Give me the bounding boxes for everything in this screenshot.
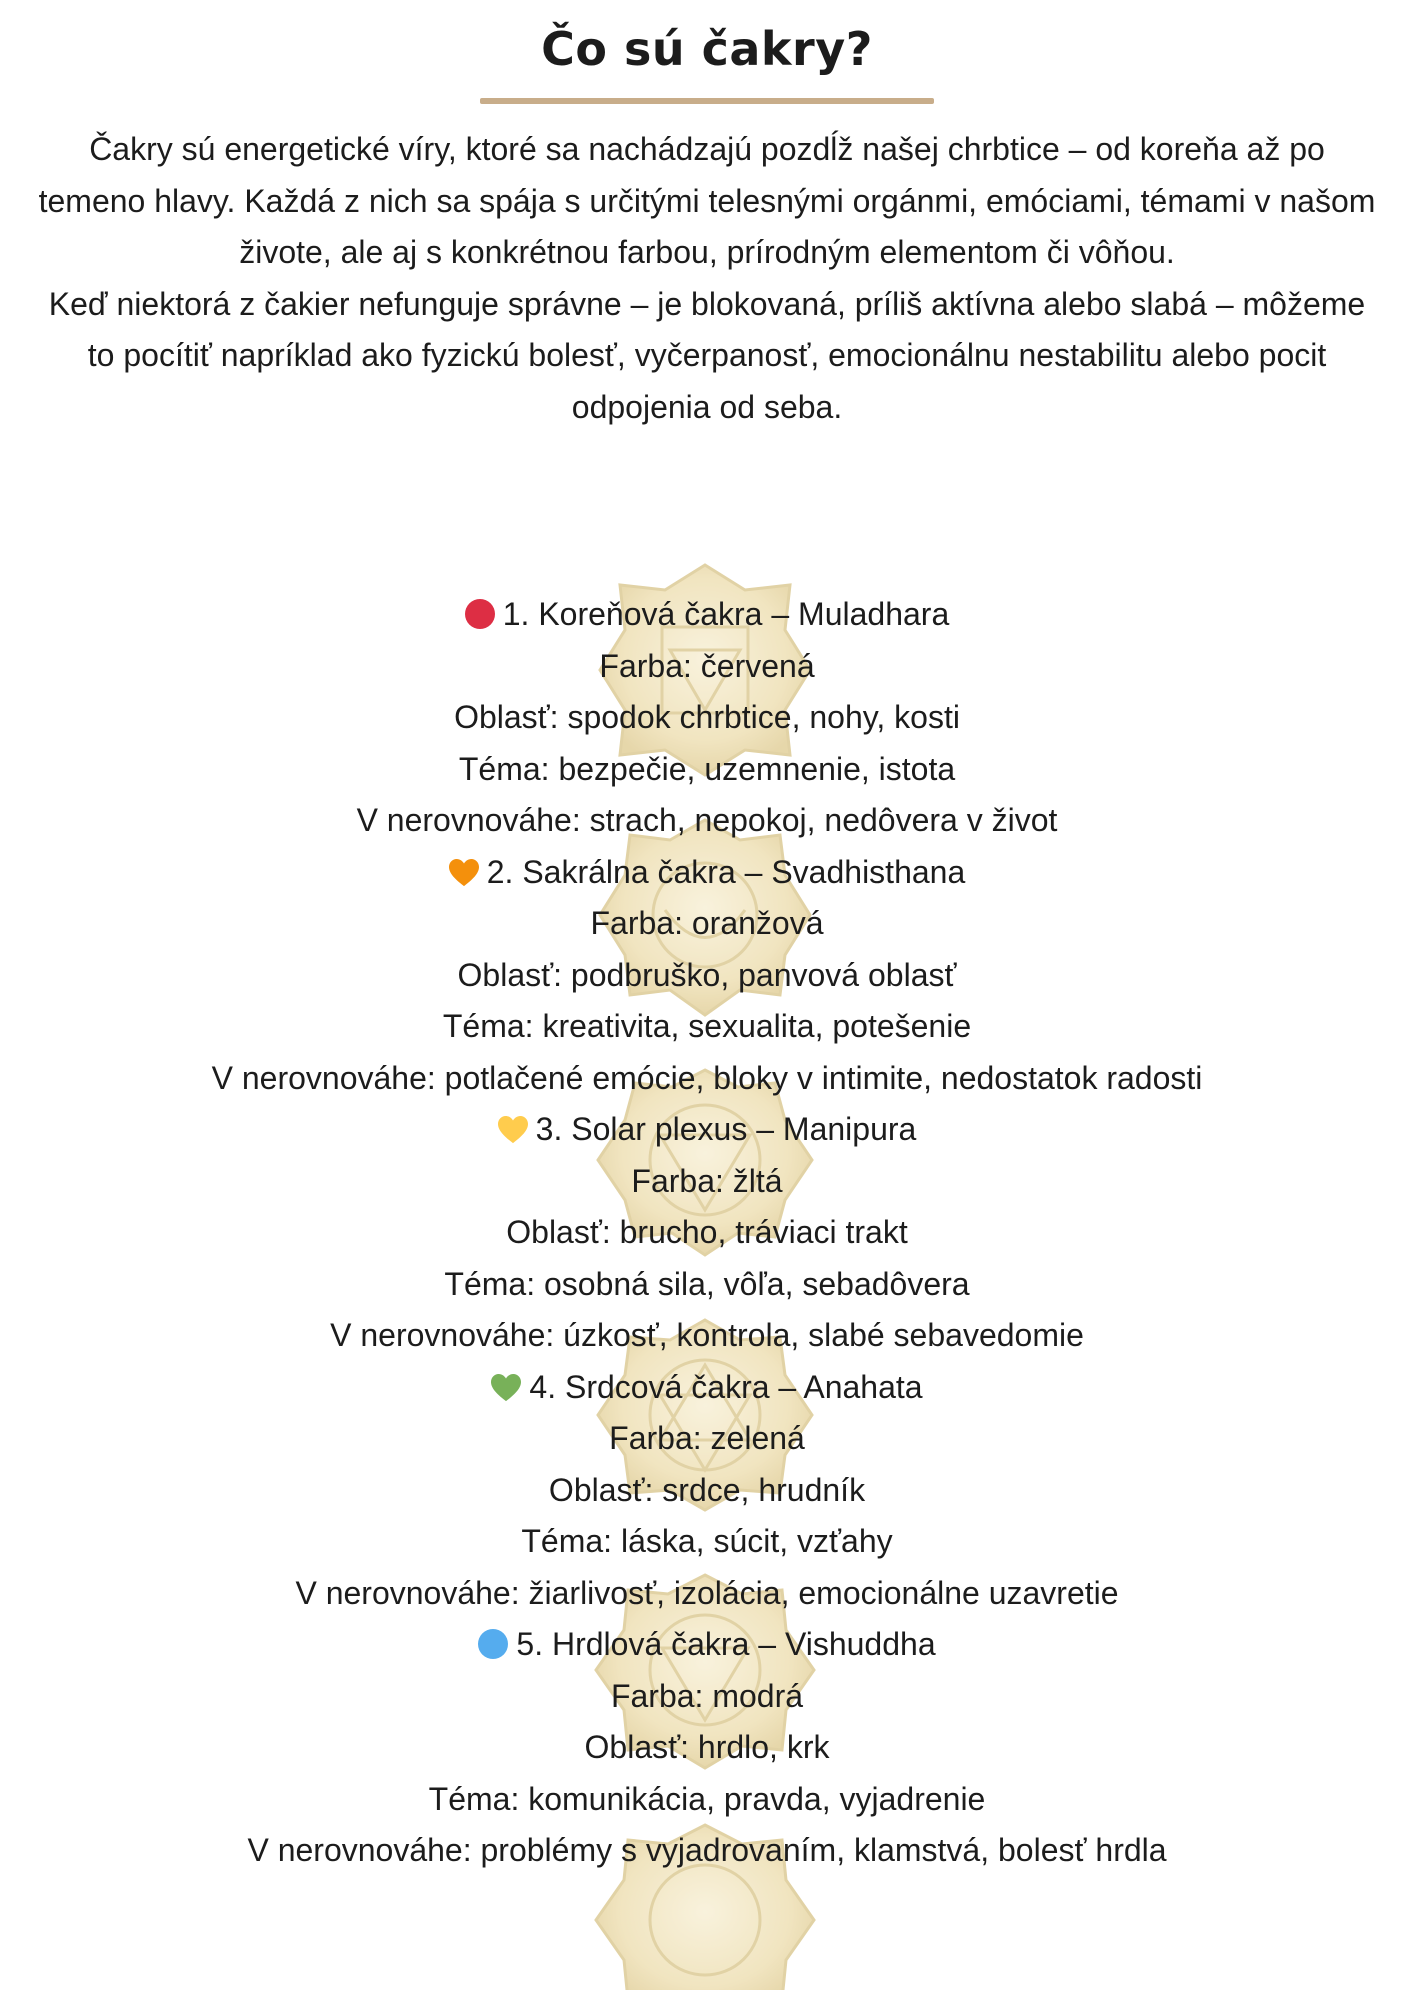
chakra-heading-text: 4. Srdcová čakra – Anahata [529, 1368, 923, 1405]
green-heart-icon [491, 1373, 521, 1403]
chakra-imbalance: V nerovnováhe: úzkosť, kontrola, slabé sebavedomie [330, 1317, 1084, 1353]
chakra-theme: Téma: láska, súcit, vzťahy [521, 1523, 893, 1559]
chakra-heading [0, 1104, 1414, 1156]
chakra-heading [0, 589, 1414, 641]
chakra-color: Farba: modrá [610, 1677, 804, 1714]
chakra-heading [0, 847, 1414, 899]
intro-paragraph-2: Keď niektorá z čakier nefunguje správne – je blokovaná, príliš aktívna alebo slabá – môžeme to pocítiť napríklad ako fyzickú bolesť, vyčerpanosť, emocionálnu nestabilitu alebo pocit odpojenia od seba. [48, 285, 1366, 425]
chakra-color: Farba: žltá [631, 1162, 783, 1199]
chakra-area: Oblasť: brucho, tráviaci trakt [506, 1214, 908, 1250]
chakra-heading [0, 1619, 1414, 1671]
chakra-heading-text: 2. Sakrálna čakra – Svadhisthana [486, 853, 966, 890]
chakra-area: Oblasť: hrdlo, krk [584, 1729, 830, 1765]
chakra-area: Oblasť: podbruško, panvová oblasť [457, 956, 957, 993]
title-underline [480, 98, 934, 104]
intro-paragraph-1: Čakry sú energetické víry, ktoré sa nachádzajú pozdĺž našej chrbtice – od koreňa až po temeno hlavy. Každá z nich sa spája s určitými telesnými orgánmi, emóciami, témami v našom živote, ale aj s konkrétnou farbou, prírodným elementom či vôňou. [38, 131, 1376, 270]
chakra-item-root [0, 589, 1414, 847]
chakra-color: Farba: červená [599, 647, 815, 684]
chakra-item-throat [0, 1619, 1414, 1877]
yellow-heart-icon [498, 1115, 528, 1145]
chakra-theme: Téma: bezpečie, uzemnenie, istota [458, 750, 956, 787]
chakra-item-solar-plexus [0, 1104, 1414, 1362]
chakra-color: Farba: oranžová [590, 905, 824, 941]
chakra-item-sacral [0, 847, 1414, 1105]
chakra-theme: Téma: komunikácia, pravda, vyjadrenie [428, 1780, 986, 1817]
chakra-imbalance: V nerovnováhe: problémy s vyjadrovaním, klamstvá, bolesť hrdla [247, 1832, 1167, 1868]
chakra-imbalance: V nerovnováhe: strach, nepokoj, nedôvera v život [356, 802, 1058, 838]
page-title: Čo sú čakry? [541, 22, 873, 76]
red-circle-icon [465, 599, 495, 629]
chakra-area: Oblasť: spodok chrbtice, nohy, kosti [454, 699, 960, 735]
chakra-theme: Téma: kreativita, sexualita, potešenie [442, 1008, 972, 1044]
chakra-heading [0, 1362, 1414, 1414]
chakra-color: Farba: zelená [609, 1420, 805, 1456]
chakra-imbalance: V nerovnováhe: žiarlivosť, izolácia, emocionálne uzavretie [295, 1574, 1119, 1611]
chakra-heading-text: 5. Hrdlová čakra – Vishuddha [516, 1626, 936, 1662]
intro-text [36, 124, 1378, 433]
blue-circle-icon [478, 1629, 508, 1659]
orange-heart-icon [449, 858, 479, 888]
chakra-area: Oblasť: srdce, hrudník [548, 1471, 866, 1508]
chakra-item-heart [0, 1362, 1414, 1620]
chakra-theme: Téma: osobná sila, vôľa, sebadôvera [444, 1265, 970, 1302]
chakra-imbalance: V nerovnováhe: potlačené emócie, bloky v intimite, nedostatok radosti [211, 1059, 1203, 1096]
chakra-heading-text: 1. Koreňová čakra – Muladhara [502, 596, 950, 632]
chakra-heading-text: 3. Solar plexus – Manipura [535, 1111, 917, 1147]
chakra-list [0, 589, 1414, 1877]
